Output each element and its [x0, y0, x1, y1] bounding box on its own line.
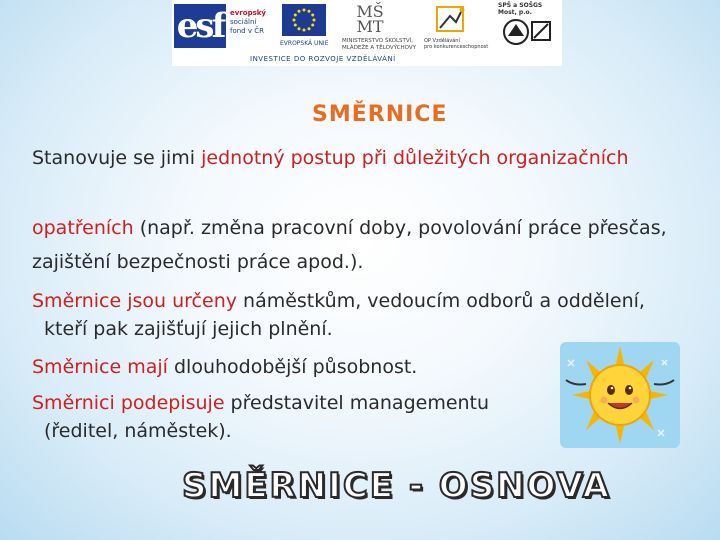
esf-line1: evropský: [230, 9, 266, 17]
logo-bar: [172, 0, 562, 66]
msmt-line2: MLÁDEŽE A TĚLOVÝCHOVY: [342, 45, 416, 51]
school-label: SPŠ a SOŠGS Most, p.o.: [498, 2, 543, 16]
p1-text: Stanovuje se jimi: [32, 147, 202, 169]
esf-text: [230, 9, 266, 36]
esf-line2: sociální: [230, 18, 257, 26]
paragraph-2: [32, 211, 672, 279]
page-title: SMĚRNICE: [312, 102, 448, 127]
op-line1: OP Vzdělávání: [424, 38, 460, 44]
op-text: [424, 38, 488, 50]
p5-text: představitel managementu (ředitel, náměstek).: [44, 392, 490, 442]
paragraph-4: [32, 353, 417, 381]
p4-highlight: Směrnice mají: [32, 356, 168, 378]
eu-label: EVROPSKÁ UNIE: [280, 40, 329, 47]
p2-highlight: opatřeních: [32, 217, 134, 239]
p1-highlight: jednotný postup při důležitých organizačních: [201, 147, 629, 169]
section-title: SMĚRNICE - OSNOVA: [182, 466, 611, 506]
p3-highlight: Směrnice jsou určeny: [32, 290, 237, 312]
school-logo: [498, 12, 558, 48]
op-line2: pro konkurenceschopnost: [424, 44, 489, 50]
paragraph-5: [32, 389, 564, 445]
p3-text: náměstkům, vedoucím odborů a oddělení, kteří pak zajišťují jejich plnění.: [44, 290, 645, 340]
p2-text: (např. změna pracovní doby, povolování práce přesčas, zajištění bezpečnosti práce apod.).: [32, 217, 667, 273]
msmt-line1: MINISTERSTVO ŠKOLSTVÍ,: [342, 38, 414, 44]
p5-highlight: Směrnici podepisuje: [32, 392, 225, 414]
paragraph-3: [32, 287, 672, 343]
p4-text: dlouhodobější působnost.: [167, 356, 418, 378]
slogan: INVESTICE DO ROZVOJE VZDĚLÁVÁNÍ: [250, 55, 396, 63]
msmt-text: [342, 38, 416, 52]
sun-icon: [558, 340, 682, 450]
op-logo: [434, 4, 468, 36]
paragraph-1: [32, 145, 629, 171]
esf-line3: fond v ČR: [230, 27, 264, 35]
msmt-logo: MŠ MT: [356, 2, 384, 36]
eu-flag-icon: [282, 4, 326, 36]
esf-logo: esf: [174, 4, 226, 48]
